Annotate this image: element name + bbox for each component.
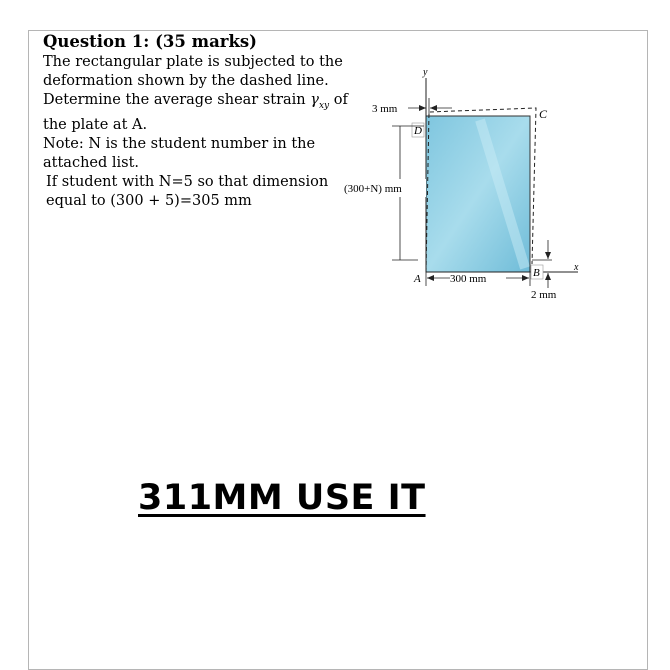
- strain-subscript: xy: [318, 100, 330, 111]
- strain-suffix: of: [329, 92, 348, 108]
- label-d: D: [414, 125, 422, 137]
- question-title: Question 1: (35 marks): [43, 32, 257, 51]
- question-line: the plate at A.: [43, 116, 148, 133]
- question-line: deformation shown by the dashed line.: [43, 73, 329, 89]
- strain-symbol: γ: [310, 92, 319, 108]
- label-c: C: [539, 107, 548, 121]
- dim-3mm-label: 3 mm: [372, 103, 398, 115]
- question-line: If student with N=5 so that dimension: [46, 173, 329, 190]
- question-line: Determine the average shear strain: [43, 92, 306, 108]
- label-b: B: [533, 267, 540, 279]
- dim-2mm-label: 2 mm: [531, 289, 557, 301]
- label-a: A: [414, 273, 421, 285]
- question-text: [43, 31, 348, 211]
- dim-width-label: 300 mm: [450, 273, 487, 285]
- y-axis-label: y: [423, 67, 428, 78]
- question-line: The rectangular plate is subjected to the: [43, 54, 343, 70]
- question-line: equal to (300 + 5)=305 mm: [46, 192, 252, 209]
- question-line: attached list.: [43, 154, 140, 171]
- x-axis-label: x: [574, 262, 579, 273]
- question-line-strain: [43, 91, 348, 116]
- dim-height-label: (300+N) mm: [344, 183, 402, 195]
- figure-svg: [330, 60, 630, 320]
- deformation-figure: [330, 60, 630, 320]
- handwritten-note: 311MM USE IT: [138, 478, 426, 518]
- question-line: Note: N is the student number in the: [43, 135, 316, 152]
